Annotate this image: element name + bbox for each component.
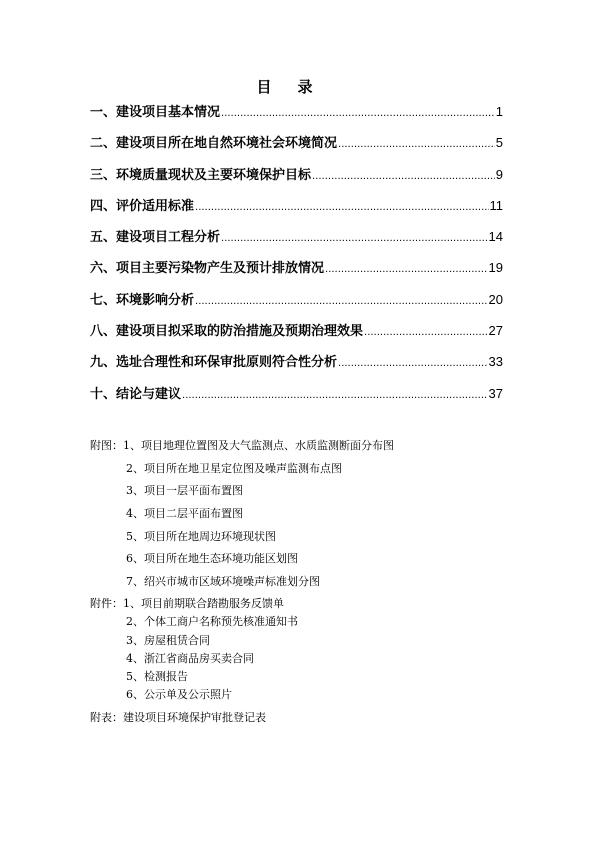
toc-entry-label: 七、环境影响分析	[90, 292, 195, 308]
figure-item	[90, 529, 550, 552]
toc-entry-label: 六、项目主要污染物产生及预计排放情况	[90, 261, 325, 277]
attachment-item	[90, 614, 550, 632]
toc-entry-label: 五、建设项目工程分析	[90, 230, 221, 246]
attachment-item	[90, 633, 550, 651]
toc-entry-label: 八、建设项目拟采取的防治措施及预期治理效果	[90, 324, 364, 340]
toc-entry-label: 三、环境质量现状及主要环境保护目标	[90, 167, 312, 183]
toc-leader-dots	[195, 198, 488, 218]
toc-entry-label: 四、评价适用标准	[90, 198, 195, 214]
figure-item-label: 5、项目所在地周边环境现状图	[126, 529, 276, 543]
attachment-item	[90, 669, 550, 687]
attachment-item-label: 2、个体工商户名称预先核准通知书	[126, 615, 298, 629]
toc-leader-dots	[182, 386, 488, 406]
toc-entry-page: 14	[488, 229, 503, 245]
toc-entry-page: 1	[495, 104, 503, 119]
attachment-item	[90, 687, 550, 705]
toc-entry[interactable]	[90, 133, 503, 164]
toc-entry-page: 37	[488, 385, 503, 401]
figure-item-label: 1、项目地理位置图及大气监测点、水质监测断面分布图	[123, 439, 394, 452]
toc-entry[interactable]	[90, 196, 503, 227]
toc-entry-label: 二、建设项目所在地自然环境社会环境简况	[90, 136, 338, 152]
figure-item-label: 6、项目所在地生态环境功能区划图	[126, 552, 298, 566]
figure-item	[90, 461, 550, 484]
toc-entry[interactable]	[90, 321, 503, 352]
attachment-item-label: 1、项目前期联合踏勘服务反馈单	[123, 597, 284, 610]
attachments-prefix: 附件：	[90, 597, 123, 610]
figure-item-label: 2、项目所在地卫星定位图及噪声监测布点图	[126, 461, 342, 475]
toc-leader-dots	[221, 104, 495, 124]
toc-leader-dots	[221, 229, 488, 249]
toc-leader-dots	[338, 354, 488, 374]
toc-entry-label: 九、选址合理性和环保审批原则符合性分析	[90, 355, 338, 371]
figures-prefix: 附图：	[90, 439, 123, 452]
toc-entry-label: 十、结论与建议	[90, 386, 182, 402]
attachment-item-label: 4、浙江省商品房买卖合同	[126, 651, 254, 665]
attached-table-note: 附表：建设项目环境保护审批登记表	[90, 711, 266, 724]
figure-item	[90, 438, 550, 461]
toc-entry[interactable]	[90, 165, 503, 196]
attachment-item-label: 3、房屋租赁合同	[126, 633, 210, 647]
figure-item-label: 4、项目二层平面布置图	[126, 507, 243, 521]
toc-entry[interactable]	[90, 102, 503, 133]
toc-leader-dots	[364, 323, 488, 343]
toc-leader-dots	[338, 135, 495, 155]
attachments-list	[90, 596, 550, 706]
toc-entry-page: 19	[488, 260, 503, 276]
toc-entry-page: 11	[489, 197, 503, 213]
figure-item	[90, 483, 550, 506]
page-title: 目录	[256, 78, 339, 96]
toc-entry[interactable]	[90, 290, 503, 321]
attachment-item	[90, 596, 550, 614]
toc-leader-dots	[195, 292, 488, 312]
figure-item-label: 7、绍兴市城市区域环境噪声标准划分图	[126, 575, 320, 589]
toc-entry-page: 27	[488, 323, 503, 339]
toc-leader-dots	[325, 260, 488, 280]
toc-entry-page: 9	[495, 166, 503, 182]
toc-entry-page: 33	[488, 354, 503, 370]
toc-entry-page: 5	[495, 135, 503, 151]
attachment-item	[90, 651, 550, 669]
toc-entry-page: 20	[488, 291, 503, 307]
figures-list	[90, 438, 550, 597]
figure-item-label: 3、项目一层平面布置图	[126, 484, 243, 498]
toc-entry[interactable]	[90, 352, 503, 383]
table-of-contents	[90, 102, 503, 415]
toc-entry-label: 一、建设项目基本情况	[90, 105, 221, 120]
toc-entry[interactable]	[90, 258, 503, 289]
figure-item	[90, 551, 550, 574]
toc-leader-dots	[312, 167, 495, 187]
figure-item	[90, 574, 550, 597]
figure-item	[90, 506, 550, 529]
toc-entry[interactable]	[90, 384, 503, 415]
toc-entry[interactable]	[90, 227, 503, 258]
attachment-item-label: 6、公示单及公示照片	[126, 688, 232, 702]
attachment-item-label: 5、检测报告	[126, 670, 188, 684]
